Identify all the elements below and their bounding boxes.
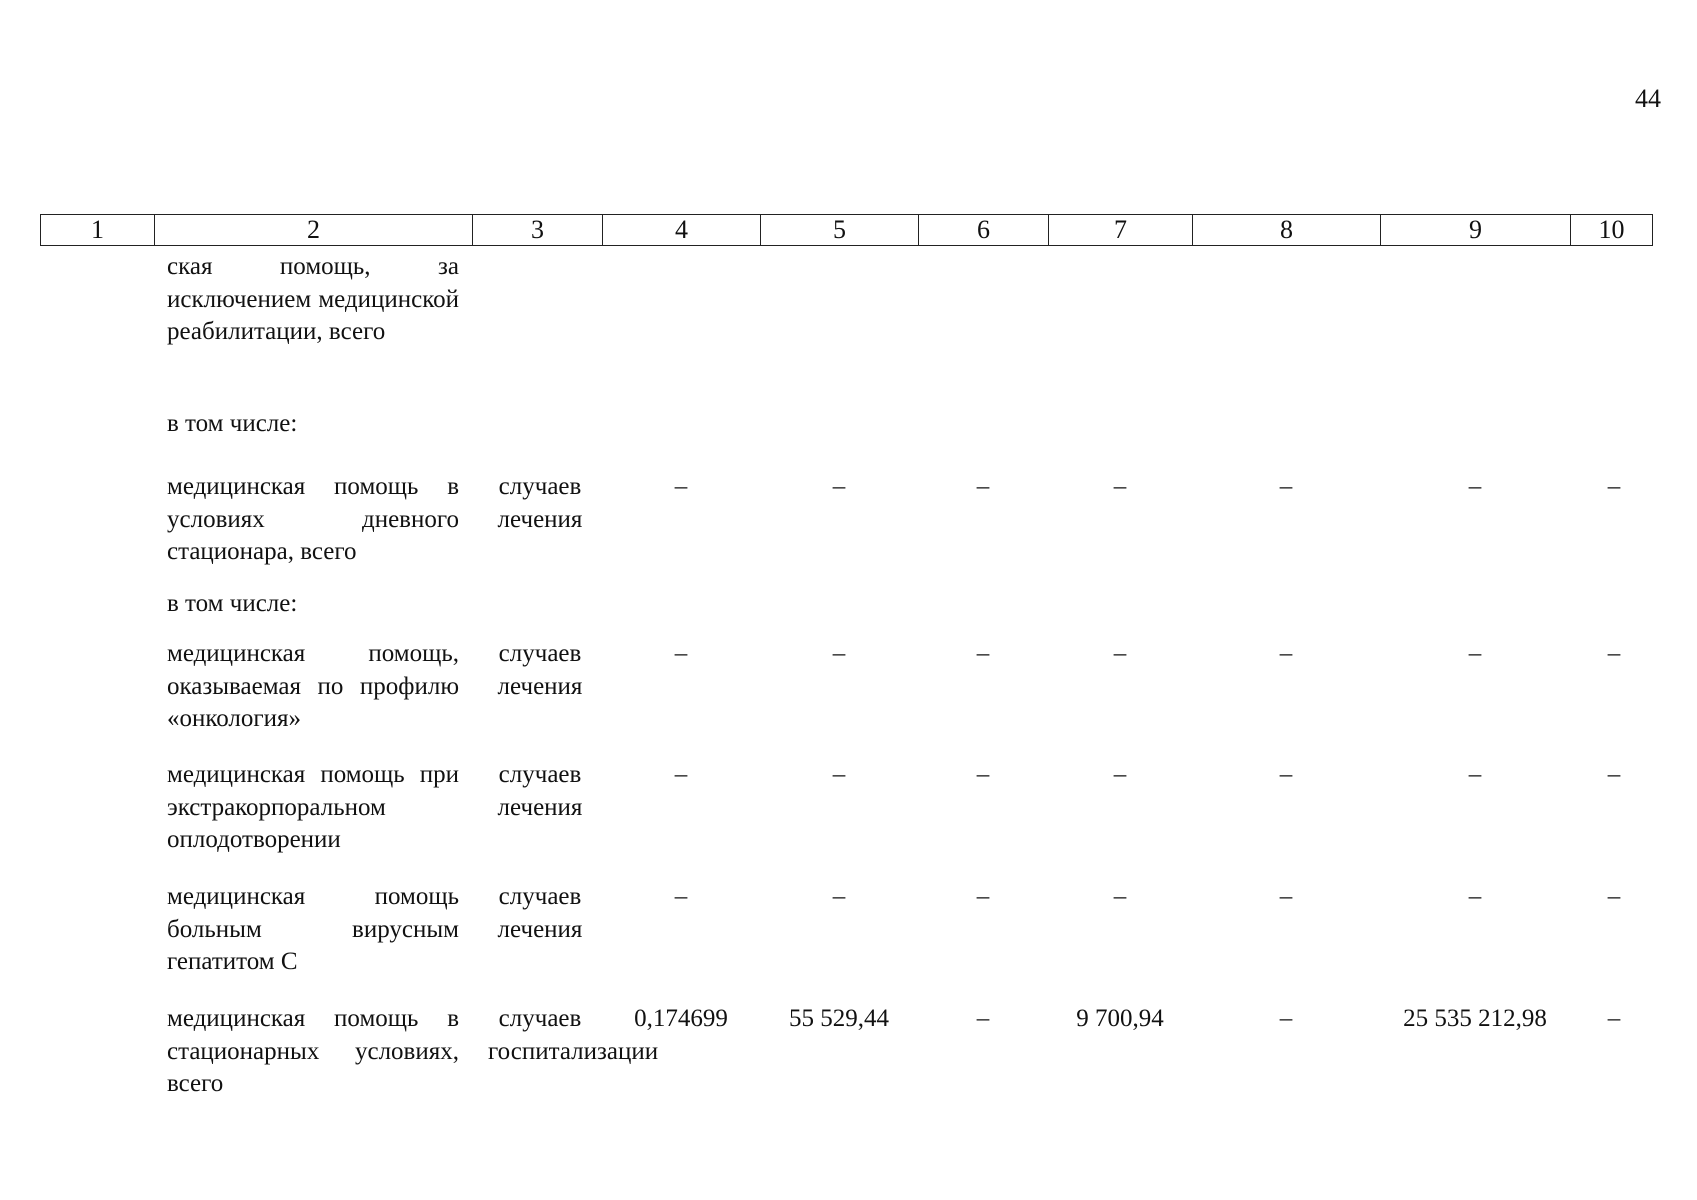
header-col-8: 8 bbox=[1193, 215, 1381, 246]
cell-col-5: – bbox=[832, 761, 846, 788]
row-unit: случаев лечения bbox=[497, 640, 583, 700]
header-col-5: 5 bbox=[761, 215, 919, 246]
cell-col-6: – bbox=[976, 883, 990, 910]
cell-col-7: – bbox=[1113, 883, 1127, 910]
cell-col-5: – bbox=[832, 473, 846, 500]
cell-col-6: – bbox=[976, 1005, 990, 1032]
cell-col-8: – bbox=[1279, 1005, 1293, 1032]
cell-col-8: – bbox=[1279, 883, 1293, 910]
cell-col-4: – bbox=[674, 473, 688, 500]
row-subheading: в том числе: bbox=[167, 410, 298, 437]
header-col-3: 3 bbox=[473, 215, 603, 246]
cell-col-4: 0,174699 bbox=[634, 1005, 728, 1032]
cell-col-4: – bbox=[674, 883, 688, 910]
cell-col-5: – bbox=[832, 640, 846, 667]
cell-col-9: – bbox=[1468, 761, 1482, 788]
cell-col-9: 25 535 212,98 bbox=[1403, 1005, 1547, 1032]
header-col-4: 4 bbox=[603, 215, 761, 246]
row-unit: случаев лечения bbox=[497, 473, 583, 533]
cell-col-5: 55 529,44 bbox=[789, 1005, 889, 1032]
header-col-7: 7 bbox=[1049, 215, 1193, 246]
header-col-10: 10 bbox=[1571, 215, 1653, 246]
cell-col-10: – bbox=[1607, 883, 1621, 910]
page-number: 44 bbox=[1635, 84, 1661, 113]
cell-col-7: 9 700,94 bbox=[1076, 1005, 1164, 1032]
cell-col-9: – bbox=[1468, 640, 1482, 667]
cell-col-6: – bbox=[976, 640, 990, 667]
row-subheading: в том числе: bbox=[167, 590, 298, 617]
cell-col-7: – bbox=[1113, 473, 1127, 500]
header-col-9: 9 bbox=[1381, 215, 1571, 246]
cell-col-10: – bbox=[1607, 761, 1621, 788]
header-col-2: 2 bbox=[155, 215, 473, 246]
cell-col-10: – bbox=[1607, 1005, 1621, 1032]
row-unit: случаев госпитализации bbox=[488, 1005, 659, 1065]
cell-col-7: – bbox=[1113, 640, 1127, 667]
header-col-1: 1 bbox=[41, 215, 155, 246]
row-description: медицинская помощь в стационарных условиях, всего bbox=[167, 1005, 459, 1097]
row-description: ская помощь, за исключением медицинской реабилитации, всего bbox=[167, 253, 459, 345]
cell-col-9: – bbox=[1468, 473, 1482, 500]
cell-col-9: – bbox=[1468, 883, 1482, 910]
cell-col-8: – bbox=[1279, 640, 1293, 667]
row-description: медицинская помощь, оказываемая по профилю «онкология» bbox=[167, 640, 459, 732]
row-description: медицинская помощь больным вирусным гепатитом С bbox=[167, 883, 459, 975]
cell-col-4: – bbox=[674, 640, 688, 667]
cell-col-5: – bbox=[832, 883, 846, 910]
header-col-6: 6 bbox=[919, 215, 1049, 246]
row-unit: случаев лечения bbox=[497, 883, 583, 943]
cell-col-8: – bbox=[1279, 761, 1293, 788]
row-unit: случаев лечения bbox=[497, 761, 583, 821]
cell-col-10: – bbox=[1607, 473, 1621, 500]
cell-col-4: – bbox=[674, 761, 688, 788]
cell-col-6: – bbox=[976, 473, 990, 500]
cell-col-7: – bbox=[1113, 761, 1127, 788]
cell-col-10: – bbox=[1607, 640, 1621, 667]
row-description: медицинская помощь в условиях дневного стационара, всего bbox=[167, 473, 459, 565]
row-description: медицинская помощь при экстракорпоральном оплодотворении bbox=[167, 761, 459, 853]
cell-col-6: – bbox=[976, 761, 990, 788]
cell-col-8: – bbox=[1279, 473, 1293, 500]
